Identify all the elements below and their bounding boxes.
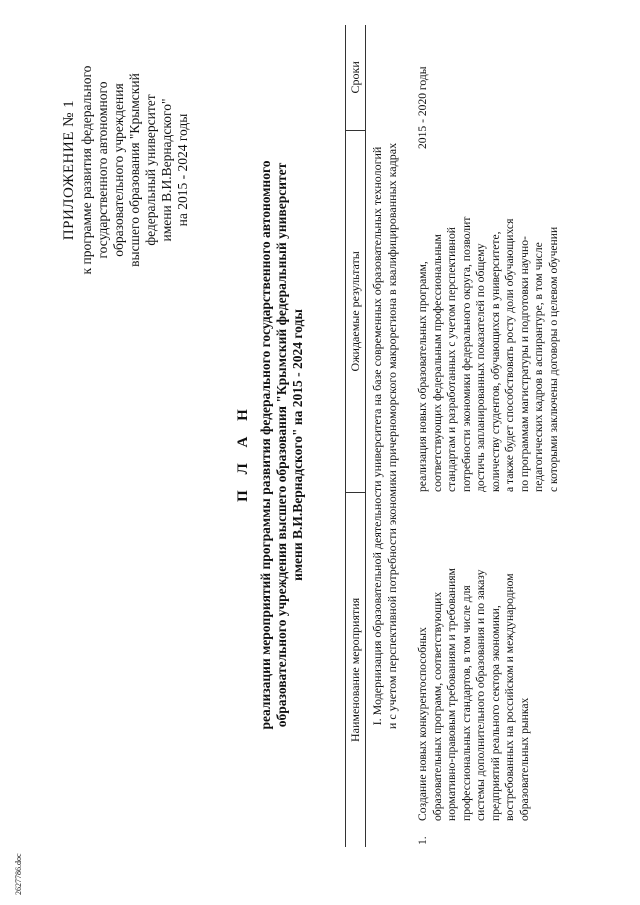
table-row	[416, 25, 561, 847]
table-header	[345, 25, 366, 847]
event-line: системы дополнительного образования и по заказу	[474, 569, 487, 821]
appendix-block	[60, 25, 191, 315]
event-line: образовательных программ, соответствующих	[430, 591, 444, 821]
event-line: профессиональных стандартов, в том числе для	[459, 585, 473, 821]
section-heading-line: и с учетом перспективной потребности экономики причерноморского макрорегиона в квалифицированных кадрах	[385, 142, 399, 730]
result-line: количеству студентов, обучающихся в университете,	[488, 231, 502, 492]
appendix-line: высшего образования "Крымский	[127, 73, 142, 267]
result-line: педагогических кадров в аспирантуре, в том числе	[532, 242, 545, 492]
event-line: образовательных рынках	[517, 697, 531, 821]
appendix-line: на 2015 - 2024 годы	[175, 113, 190, 227]
row-number: 1.	[416, 836, 429, 845]
row-result	[416, 149, 561, 492]
appendix-line: федеральный университет	[143, 94, 158, 246]
plan-subtitle-line: имени В.И.Вернадского" на 2015 - 2024 годы	[290, 309, 305, 581]
document-id: 2627786.doc	[14, 853, 23, 895]
appendix-line: образовательного учреждения	[111, 83, 126, 257]
appendix-line: к программе развития федерального	[79, 65, 94, 275]
plan-subtitle	[258, 145, 306, 745]
appendix-line: государственного автономного	[95, 81, 110, 259]
header-terms: Сроки	[348, 61, 362, 94]
result-line: стандартам и разработанных с учетом перспективной	[445, 227, 458, 492]
result-line: по программам магистратуры и подготовки научно-	[517, 236, 531, 492]
result-line: соответствующих федеральным профессиональным	[430, 234, 444, 492]
row-term: 2015 - 2020 годы	[416, 66, 429, 149]
section-heading	[370, 25, 400, 847]
result-line: с которыми заключены договоры о целевом обучении	[546, 226, 560, 492]
result-line: а также будет способствовать росту доли обучающихся	[503, 218, 516, 492]
header-event-name: Наименование мероприятия	[346, 492, 365, 847]
section-heading-line: I. Модернизация образовательной деятельности университета на базе современных образовательных технологий	[370, 146, 384, 726]
row-event	[416, 492, 561, 821]
event-line: нормативно-правовым требованиям и требованиям	[445, 568, 458, 821]
plan-subtitle-line: образовательного учреждения высшего образования "Крымский федеральный университет	[274, 162, 289, 728]
plan-title: П Л А Н	[235, 403, 251, 502]
plan-subtitle-line: реализации мероприятий программы развития федерального государственного автономного	[258, 160, 273, 730]
header-expected-results: Ожидаемые результаты	[346, 130, 365, 492]
event-line: Создание новых конкурентоспособных	[416, 627, 429, 821]
event-line: предприятий реального сектора экономики,	[488, 605, 502, 821]
appendix-title: ПРИЛОЖЕНИЕ № 1	[61, 99, 77, 241]
event-line: востребованных на российском и международном	[503, 573, 516, 821]
result-line: потребности экономики федерального округа, позволит	[459, 216, 473, 492]
appendix-line: имени В.И.Вернадского"	[159, 98, 174, 242]
result-line: реализация новых образовательных программ,	[416, 261, 429, 492]
result-line: достичь запланированных показателей по общему	[474, 243, 487, 492]
plan-table	[345, 25, 561, 847]
